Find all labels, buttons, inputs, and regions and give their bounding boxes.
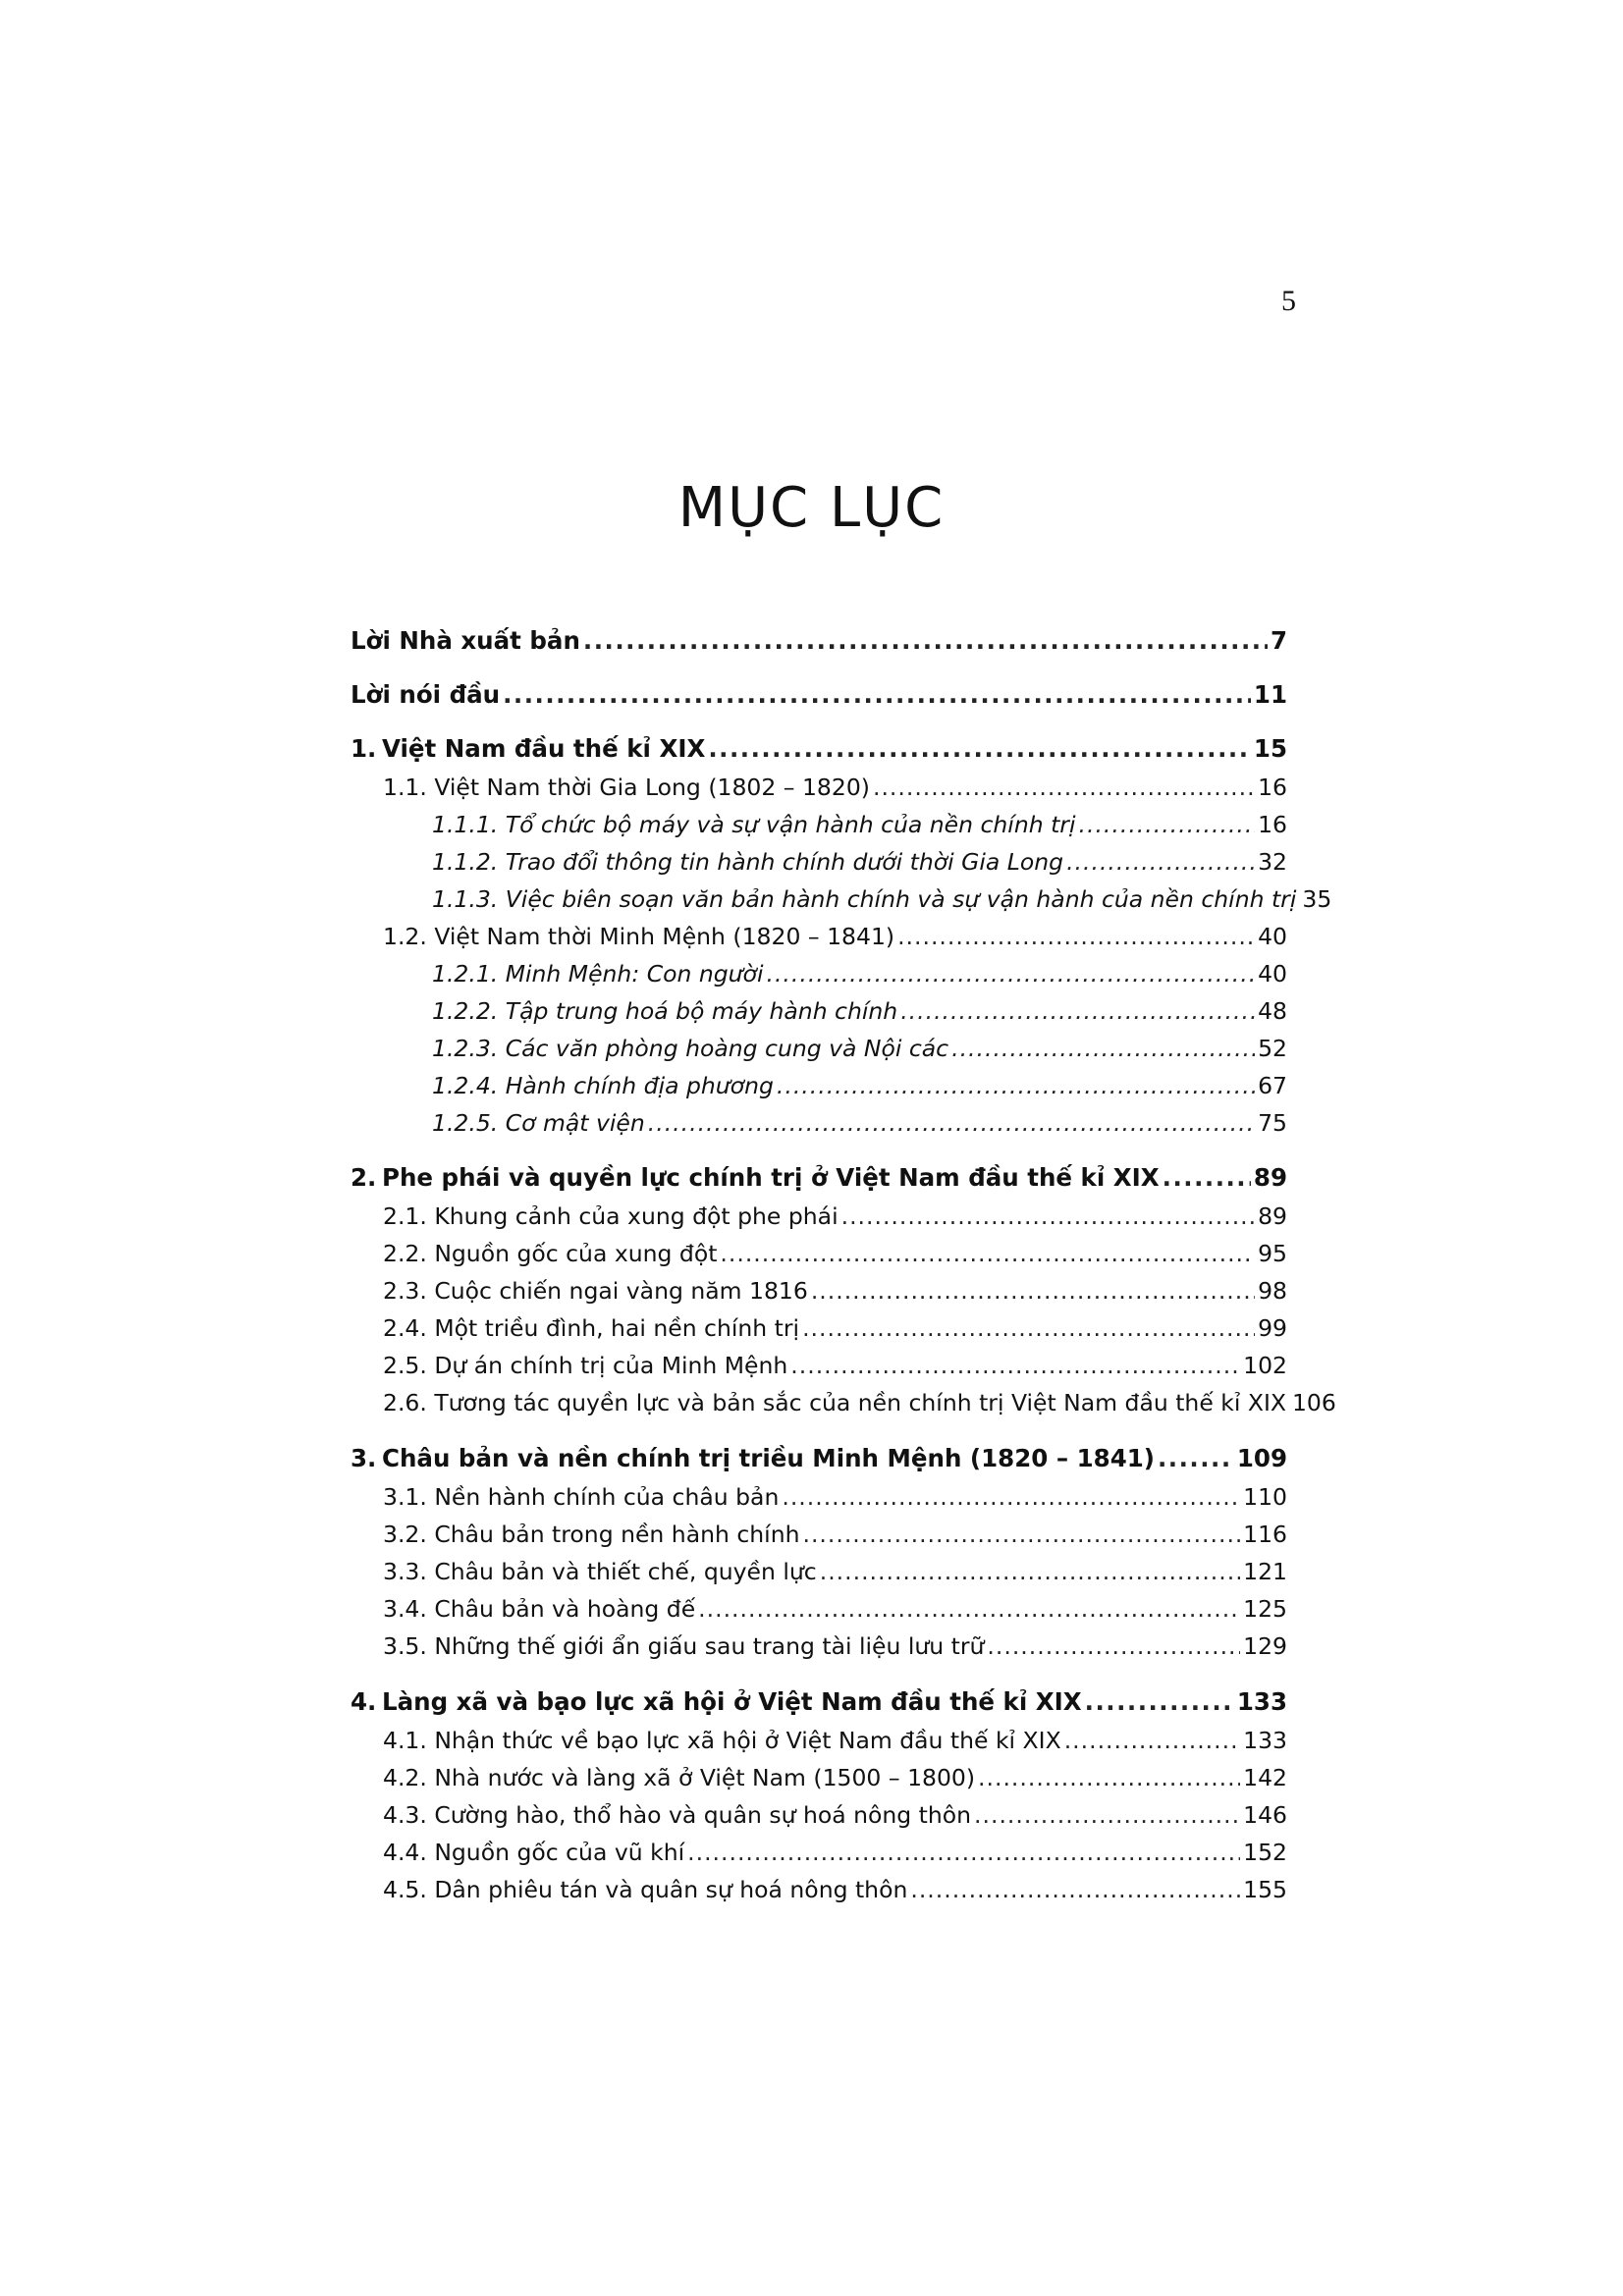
page-number: 5 bbox=[1281, 285, 1296, 317]
toc-entry-title: Lời nói đầu bbox=[351, 680, 501, 709]
toc-page-number: 152 bbox=[1243, 1839, 1287, 1866]
toc-page-number: 15 bbox=[1253, 734, 1287, 763]
page-title: MỤC LỤC bbox=[677, 476, 946, 540]
dot-leader bbox=[687, 1835, 1240, 1870]
toc-entry-title: 3.3. Châu bản và thiết chế, quyền lực bbox=[383, 1558, 817, 1585]
dot-leader bbox=[766, 956, 1255, 991]
toc-subsection-entry bbox=[351, 844, 1287, 880]
toc-page-number: 75 bbox=[1258, 1109, 1287, 1137]
toc-page-number: 7 bbox=[1270, 626, 1287, 655]
toc-section-entry bbox=[351, 1273, 1287, 1308]
toc-chapter-entry bbox=[351, 731, 1287, 767]
toc-chapter-entry bbox=[351, 1160, 1287, 1196]
toc-entry-title: Việt Nam đầu thế kỉ XIX bbox=[382, 734, 706, 763]
toc-page-number: 146 bbox=[1243, 1801, 1287, 1829]
toc-entry-title: 2.1. Khung cảnh của xung đột phe phái bbox=[383, 1202, 839, 1230]
dot-leader bbox=[583, 623, 1268, 659]
toc-page-number: 133 bbox=[1243, 1727, 1287, 1754]
toc-section-entry bbox=[351, 1760, 1287, 1795]
dot-leader bbox=[1163, 1160, 1251, 1196]
toc-page-number: 110 bbox=[1243, 1483, 1287, 1511]
toc-subsection-entry bbox=[351, 956, 1287, 991]
toc-entry-title: 2.5. Dự án chính trị của Minh Mệnh bbox=[383, 1352, 788, 1379]
toc-page-number: 89 bbox=[1253, 1163, 1287, 1192]
toc-section-entry bbox=[351, 1591, 1287, 1627]
toc-section-entry bbox=[351, 1517, 1287, 1552]
toc-page-number: 142 bbox=[1243, 1764, 1287, 1791]
toc-entry-title: 3.4. Châu bản và hoàng đế bbox=[383, 1595, 696, 1623]
toc-entry-title: 1.2. Việt Nam thời Minh Mệnh (1820 – 1841) bbox=[383, 923, 895, 950]
dot-leader bbox=[951, 1031, 1255, 1066]
toc-entry-title: 3.5. Những thế giới ẩn giấu sau trang tài liệu lưu trữ bbox=[383, 1632, 985, 1660]
toc-page-number: 102 bbox=[1243, 1352, 1287, 1379]
toc-entry-title: 4.1. Nhận thức về bạo lực xã hội ở Việt Nam đầu thế kỉ XIX bbox=[383, 1727, 1061, 1754]
toc-entry-title: 1.2.2. Tập trung hoá bộ máy hành chính bbox=[432, 997, 898, 1025]
toc-section-entry bbox=[351, 1797, 1287, 1833]
toc-section-entry bbox=[351, 1835, 1287, 1870]
toc-section-entry bbox=[351, 1479, 1287, 1515]
dot-leader bbox=[782, 1479, 1240, 1515]
toc-subsection-entry bbox=[351, 1068, 1287, 1103]
dot-leader bbox=[987, 1629, 1240, 1664]
toc-entry-title: 4.4. Nguồn gốc của vũ khí bbox=[383, 1839, 685, 1866]
toc-section-entry bbox=[351, 1629, 1287, 1664]
dot-leader bbox=[841, 1199, 1255, 1234]
dot-leader bbox=[790, 1348, 1240, 1383]
toc-page-number: 98 bbox=[1258, 1277, 1287, 1305]
toc-entry-title: Phe phái và quyền lực chính trị ở Việt Nam đầu thế kỉ XIX bbox=[382, 1163, 1160, 1192]
toc-page-number: 48 bbox=[1258, 997, 1287, 1025]
toc-section-entry bbox=[351, 1385, 1336, 1420]
toc-entry-title: 4.5. Dân phiêu tán và quân sự hoá nông thôn bbox=[383, 1876, 908, 1903]
toc-chapter-entry bbox=[351, 623, 1287, 659]
toc-page-number: 129 bbox=[1243, 1632, 1287, 1660]
dot-leader bbox=[802, 1310, 1255, 1346]
toc-entry-title: 2.4. Một triều đình, hai nền chính trị bbox=[383, 1314, 800, 1342]
toc-section-entry bbox=[351, 1236, 1287, 1271]
toc-page-number: 109 bbox=[1236, 1444, 1287, 1472]
toc-page-number: 40 bbox=[1258, 960, 1287, 988]
toc-section-entry bbox=[351, 1199, 1287, 1234]
toc-entry-title: 1.2.1. Minh Mệnh: Con người bbox=[432, 960, 764, 988]
toc-page-number: 95 bbox=[1258, 1240, 1287, 1267]
toc-chapter-number: 4. bbox=[351, 1687, 377, 1716]
toc-subsection-entry bbox=[351, 1105, 1287, 1141]
toc-page-number: 106 bbox=[1291, 1389, 1336, 1416]
dot-leader bbox=[720, 1236, 1255, 1271]
toc-entry-title: 1.1.2. Trao đổi thông tin hành chính dưới thời Gia Long bbox=[432, 848, 1064, 876]
dot-leader bbox=[820, 1554, 1240, 1589]
dot-leader bbox=[1066, 844, 1255, 880]
toc-entry-title: 2.3. Cuộc chiến ngai vàng năm 1816 bbox=[383, 1277, 808, 1305]
toc-entry-title: 1.2.3. Các văn phòng hoàng cung và Nội các bbox=[432, 1035, 949, 1062]
toc-entry-title: 4.2. Nhà nước và làng xã ở Việt Nam (1500 – 1800) bbox=[383, 1764, 976, 1791]
toc-chapter-entry bbox=[351, 1441, 1287, 1476]
toc-section-entry bbox=[351, 1310, 1287, 1346]
toc-page-number: 133 bbox=[1236, 1687, 1287, 1716]
toc-chapter-entry bbox=[351, 1684, 1287, 1720]
dot-leader bbox=[1158, 1441, 1234, 1476]
toc-chapter-entry bbox=[351, 677, 1287, 713]
toc-chapter-number: 1. bbox=[351, 734, 377, 763]
toc-page-number: 11 bbox=[1253, 680, 1287, 709]
toc-section-entry bbox=[351, 1723, 1287, 1758]
toc-section-entry bbox=[351, 1348, 1287, 1383]
dot-leader bbox=[698, 1591, 1240, 1627]
toc-page-number: 32 bbox=[1258, 848, 1287, 876]
toc-section-entry bbox=[351, 1872, 1287, 1907]
dot-leader bbox=[708, 731, 1251, 767]
toc-page-number: 99 bbox=[1258, 1314, 1287, 1342]
toc-page-number: 67 bbox=[1258, 1072, 1287, 1099]
dot-leader bbox=[900, 993, 1255, 1029]
toc-page-number: 16 bbox=[1258, 811, 1287, 838]
toc-entry-title: 1.1. Việt Nam thời Gia Long (1802 – 1820) bbox=[383, 774, 870, 801]
toc-section-entry bbox=[351, 770, 1287, 805]
toc-page-number: 125 bbox=[1243, 1595, 1287, 1623]
toc-page-number: 16 bbox=[1258, 774, 1287, 801]
toc-page-number: 121 bbox=[1243, 1558, 1287, 1585]
dot-leader bbox=[811, 1273, 1255, 1308]
dot-leader bbox=[897, 919, 1255, 954]
toc-section-entry bbox=[351, 1554, 1287, 1589]
toc-entry-title: 2.2. Nguồn gốc của xung đột bbox=[383, 1240, 718, 1267]
toc-chapter-number: 3. bbox=[351, 1444, 377, 1472]
dot-leader bbox=[873, 770, 1255, 805]
dot-leader bbox=[1085, 1684, 1234, 1720]
toc-entry-title: 1.2.4. Hành chính địa phương bbox=[432, 1072, 774, 1099]
dot-leader bbox=[802, 1517, 1240, 1552]
toc-entry-title: 1.2.5. Cơ mật viện bbox=[432, 1109, 645, 1137]
toc-entry-title: 2.6. Tương tác quyền lực và bản sắc của nền chính trị Việt Nam đầu thế kỉ XIX bbox=[383, 1389, 1286, 1416]
dot-leader bbox=[1079, 807, 1256, 842]
dot-leader bbox=[978, 1760, 1240, 1795]
dot-leader bbox=[910, 1872, 1240, 1907]
toc-entry-title: 1.1.3. Việc biên soạn văn bản hành chính và sự vận hành của nền chính trị bbox=[432, 885, 1297, 913]
toc-entry-title: 3.1. Nền hành chính của châu bản bbox=[383, 1483, 780, 1511]
toc-subsection-entry bbox=[351, 993, 1287, 1029]
dot-leader bbox=[974, 1797, 1240, 1833]
toc-subsection-entry bbox=[351, 807, 1287, 842]
dot-leader bbox=[503, 677, 1251, 713]
dot-leader bbox=[648, 1105, 1255, 1141]
toc-entry-title: Châu bản và nền chính trị triều Minh Mệnh (1820 – 1841) bbox=[382, 1444, 1155, 1472]
toc-section-entry bbox=[351, 919, 1287, 954]
toc-page-number: 155 bbox=[1243, 1876, 1287, 1903]
toc-page-number: 116 bbox=[1243, 1521, 1287, 1548]
toc-page-number: 52 bbox=[1258, 1035, 1287, 1062]
toc-chapter-number: 2. bbox=[351, 1163, 377, 1192]
toc-page-number: 89 bbox=[1258, 1202, 1287, 1230]
dot-leader bbox=[1064, 1723, 1240, 1758]
dot-leader bbox=[777, 1068, 1255, 1103]
toc-page-number: 35 bbox=[1302, 885, 1332, 913]
toc-page-number: 40 bbox=[1258, 923, 1287, 950]
toc-subsection-entry bbox=[351, 881, 1332, 917]
toc-entry-title: 1.1.1. Tổ chức bộ máy và sự vận hành của nền chính trị bbox=[432, 811, 1076, 838]
toc-entry-title: 3.2. Châu bản trong nền hành chính bbox=[383, 1521, 800, 1548]
toc-entry-title: 4.3. Cường hào, thổ hào và quân sự hoá nông thôn bbox=[383, 1801, 972, 1829]
toc-entry-title: Lời Nhà xuất bản bbox=[351, 626, 580, 655]
toc-subsection-entry bbox=[351, 1031, 1287, 1066]
toc-entry-title: Làng xã và bạo lực xã hội ở Việt Nam đầu thế kỉ XIX bbox=[382, 1687, 1082, 1716]
